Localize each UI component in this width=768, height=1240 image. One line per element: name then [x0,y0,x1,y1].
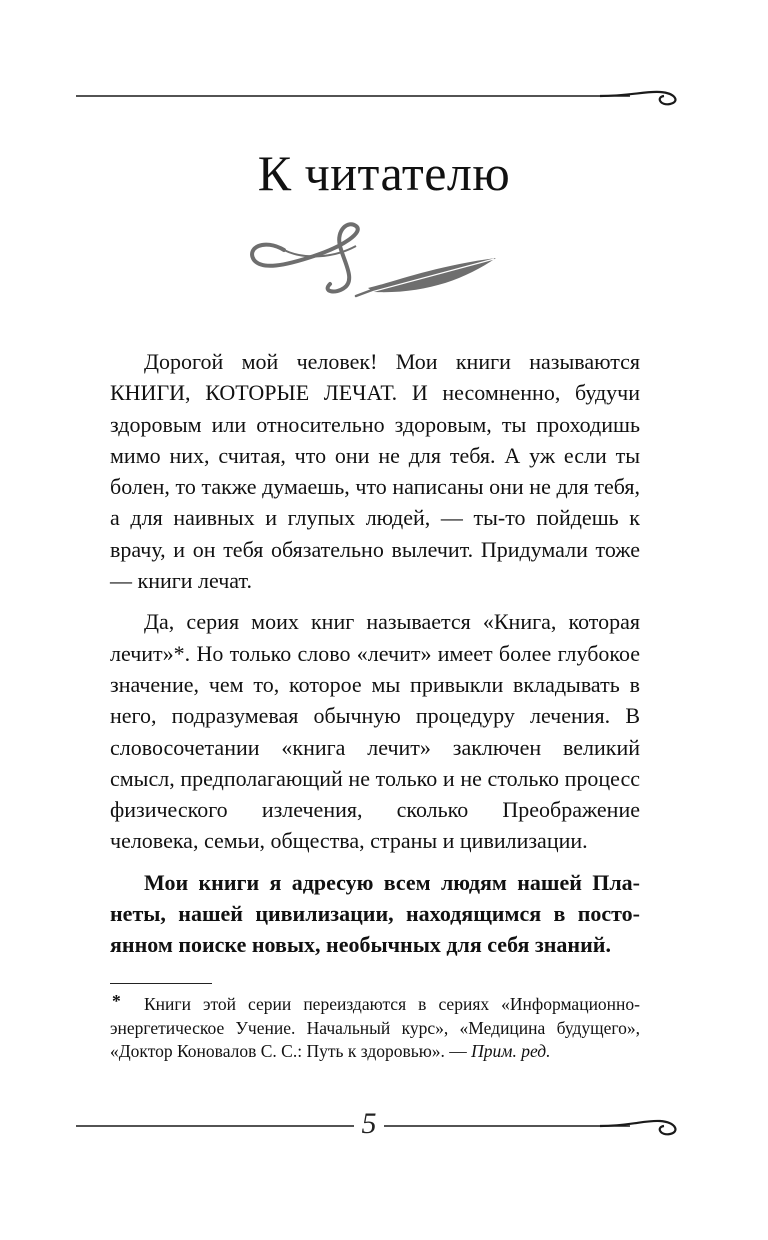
paragraph-3-bold: Мои книги я адресую всем людям нашей Планеты, нашей цивилизации, находящимся в постоянном поиске новых, необычных для себя знаний. [110,869,640,958]
top-scroll-divider-icon [0,82,768,112]
page-number: 5 [354,1104,384,1144]
body-text [110,346,640,971]
footnote-text: Книги этой серии переиздаются в сериях «Информационно-энергетическое Учение. Начальный курс», «Медицина будущего», «Доктор Коновалов С. С.: Путь к здоровью». — [110,994,640,1061]
footnote-separator [110,983,212,984]
paragraph-1: Дорогой мой человек! Мои книги называются КНИГИ, КОТОРЫЕ ЛЕЧАТ. И несомненно, будучи здоровым или относительно здоровым, ты проходишь мимо них, считая, что они не для тебя. А уж если ты болен, то также думаешь, что написаны они не для тебя, а для наивных и глупых людей, — ты-то пойдешь к врачу, и он тебя обязательно вылечит. Придумали тоже — книги лечат. [110,349,640,594]
paragraph-2: Да, серия моих книг называется «Книга, которая лечит»*. Но только слово «лечит» имеет более глубокое значение, чем то, которое мы привыкли вкладывать в него, подразумевая обычную процедуру лечения. В словосочетании «книга лечит» заключен великий смысл, предполагающий не только и не столько процесс физического излечения, сколько Преображение человека, семьи, общества, страны и цивилизации. [110,609,640,854]
footnote [110,993,640,1064]
quill-flourish-icon [244,222,504,304]
footnote-mark: * [112,991,121,1011]
editor-note: Прим. ред. [471,1041,551,1061]
bottom-scroll-divider-icon [0,1108,768,1144]
page-title: К читателю [257,145,511,201]
